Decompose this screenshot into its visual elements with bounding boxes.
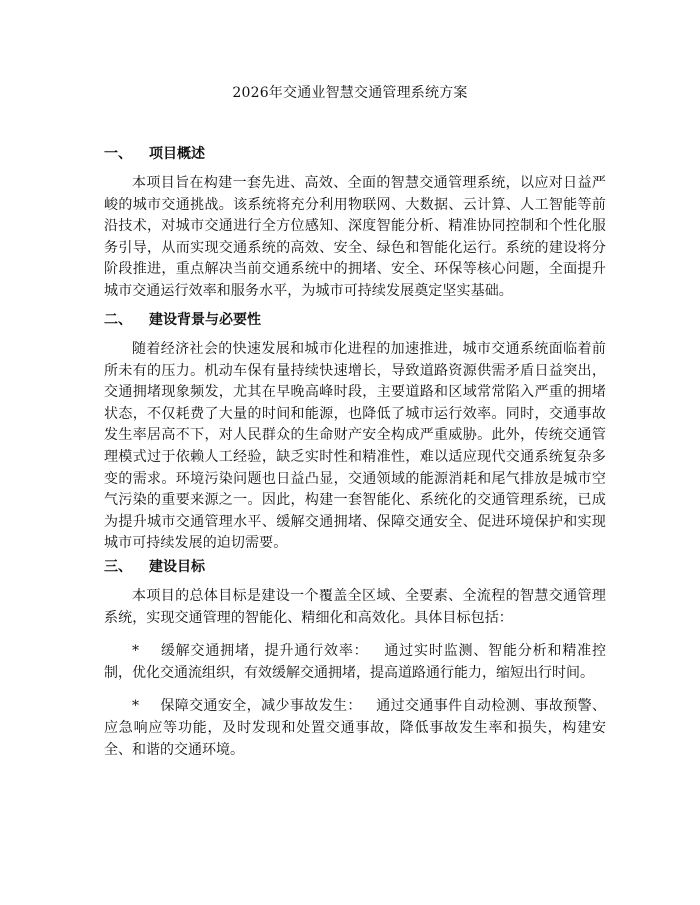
bullet-item — [104, 696, 606, 761]
paragraph: 本项目的总体目标是建设一个覆盖全区域、全要素、全流程的智慧交通管理系统，实现交通管理的智能化、精细化和高效化。具体目标包括： — [104, 588, 606, 626]
bullet-item — [104, 641, 606, 684]
section-background — [104, 311, 606, 555]
bullet-lead: 缓解交通拥堵，提升通行效率： — [160, 643, 369, 660]
bullet-lead: 保障交通安全，减少事故发生： — [160, 698, 362, 715]
bullet-marker: * — [132, 698, 139, 715]
section-number: 一、 — [104, 146, 132, 162]
bullet-text: 通过实时监测、智能分析和精准控制，优化交通流组织，有效缓解交通拥堵，提高道路通行能力，缩短出行时间。 — [104, 643, 607, 681]
bullet-text: 通过交通事件自动检测、事故预警、应急响应等功能，及时发现和处置交通事故，降低事故发生率和损失，构建安全、和谐的交通环境。 — [104, 698, 606, 758]
bullet-marker: * — [132, 643, 139, 660]
section-heading — [104, 311, 606, 329]
section-title: 项目概述 — [149, 146, 205, 162]
section-number: 二、 — [104, 312, 132, 328]
section-title: 建设目标 — [149, 559, 205, 575]
section-heading — [104, 145, 606, 163]
section-number: 三、 — [104, 559, 132, 575]
paragraph: 本项目旨在构建一套先进、高效、全面的智慧交通管理系统，以应对日益严峻的城市交通挑战。该系统将充分利用物联网、大数据、云计算、人工智能等前沿技术，对城市交通进行全方位感知、深度智能分析、精准协同控制和个性化服务引导，从而实现交通系统的高效、安全、绿色和智能化运行。系统的建设将分阶段推进，重点解决当前交通系统中的拥堵、安全、环保等核心问题，全面提升城市交通运行效率和服务水平，为城市可持续发展奠定坚实基础。 — [104, 175, 606, 299]
section-title: 建设背景与必要性 — [149, 312, 261, 328]
section-overview — [104, 145, 606, 303]
section-heading — [104, 558, 606, 576]
paragraph: 随着经济社会的快速发展和城市化进程的加速推进，城市交通系统面临着前所未有的压力。机动车保有量持续快速增长，导致道路资源供需矛盾日益突出，交通拥堵现象频发，尤其在早晚高峰时段，主要道路和区域常常陷入严重的拥堵状态，不仅耗费了大量的时间和能源，也降低了城市运行效率。同时，交通事故发生率居高不下，对人民群众的生命财产安全构成严重威胁。此外，传统交通管理模式过于依赖人工经验，缺乏实时性和精准性，难以适应现代交通系统复杂多变的需求。环境污染问题也日益凸显，交通领域的能源消耗和尾气排放是城市空气污染的重要来源之一。因此，构建一套智能化、系统化的交通管理系统，已成为提升城市交通管理水平、缓解交通拥堵、保障交通安全、促进环境保护和实现城市可持续发展的迫切需要。 — [104, 341, 606, 552]
document-title: 2026年交通业智慧交通管理系统方案 — [232, 85, 468, 101]
section-goals — [104, 558, 606, 761]
